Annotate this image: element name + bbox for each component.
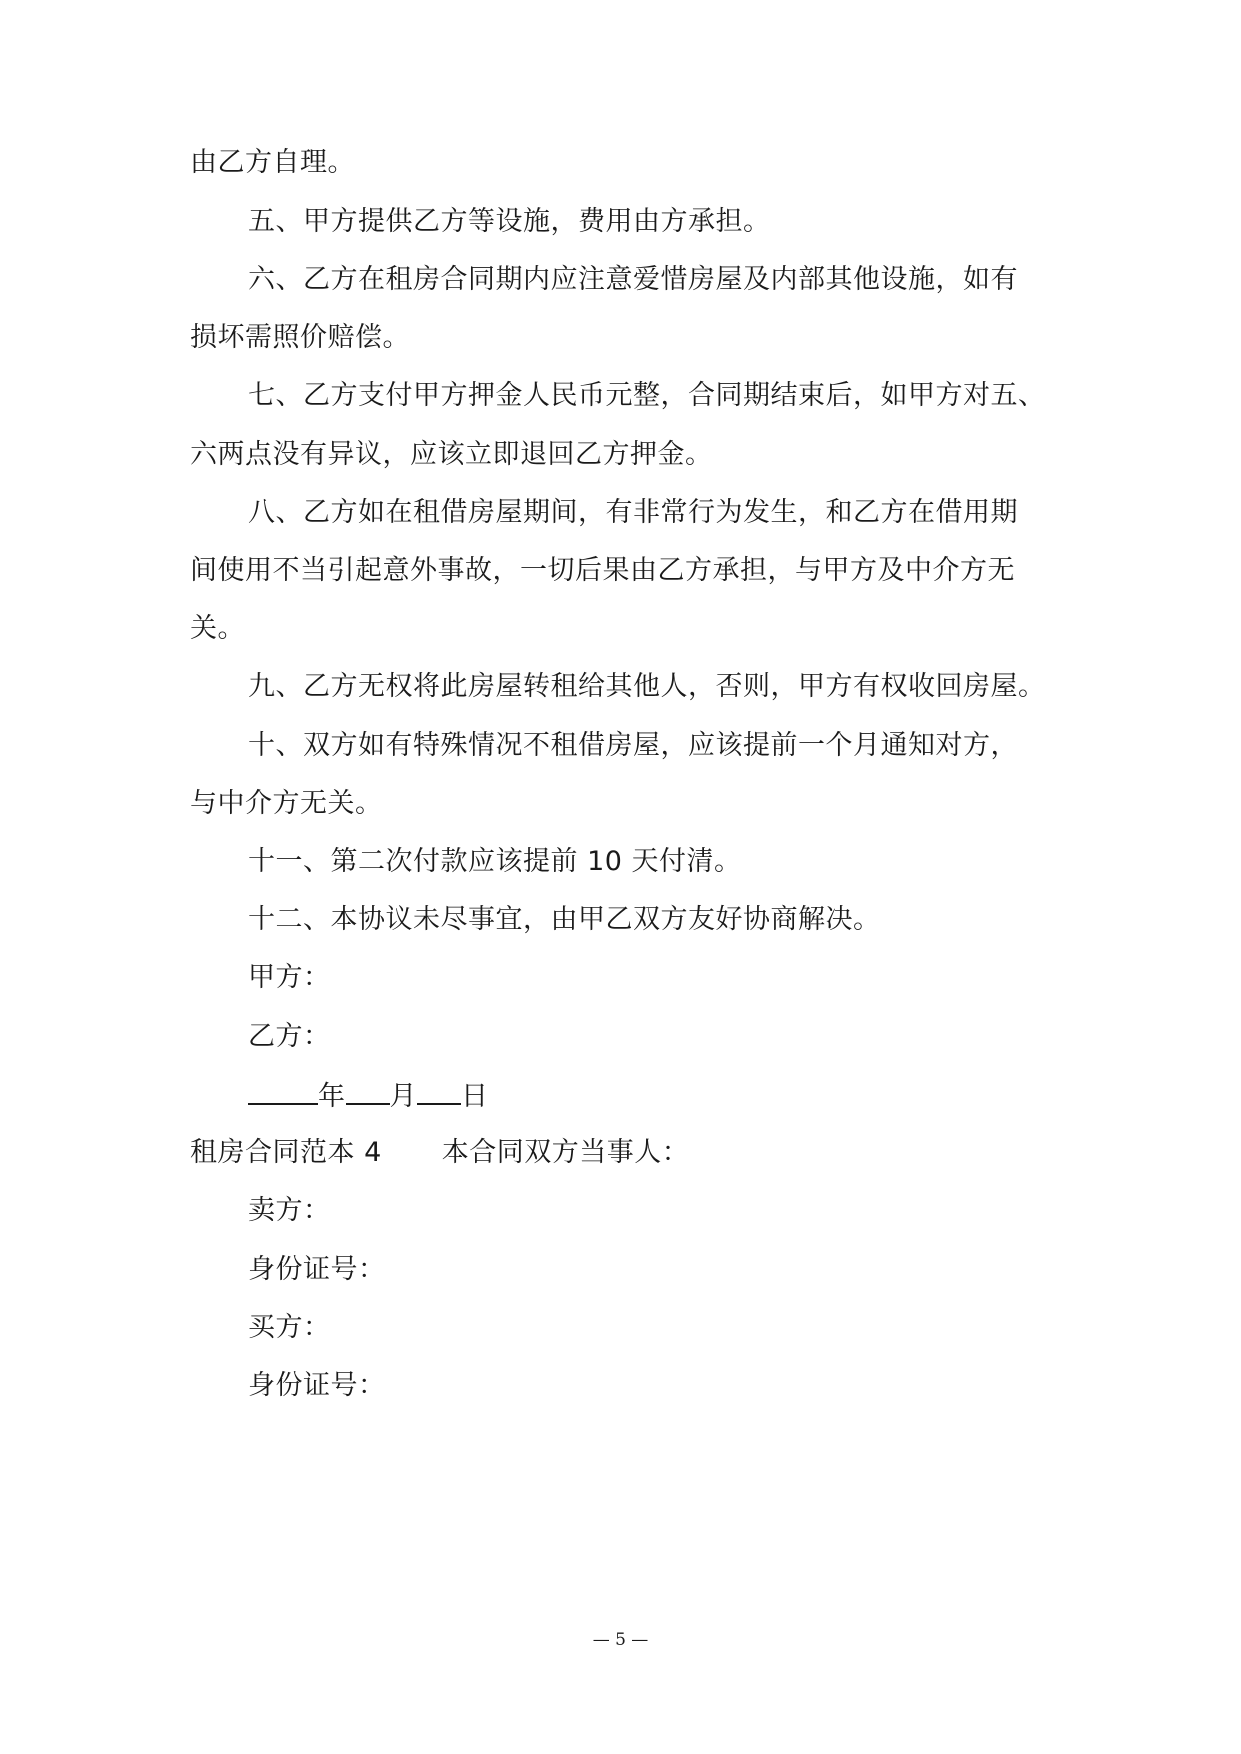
clause-10: 十、双方如有特殊情况不租借房屋，应该提前一个月通知对方， xyxy=(248,730,1018,761)
seller-id-label: 身份证号： xyxy=(248,1254,386,1285)
year-label: 年 xyxy=(318,1081,346,1112)
year-blank xyxy=(248,1077,318,1105)
day-label: 日 xyxy=(461,1081,489,1112)
clause-11: 十一、第二次付款应该提前 10 天付清。 xyxy=(248,846,742,877)
day-blank xyxy=(417,1077,461,1105)
contract-title: 租房合同范本 4 xyxy=(190,1137,382,1168)
clause-5: 五、甲方提供乙方等设施，费用由方承担。 xyxy=(248,206,771,237)
paragraph-line: 由乙方自理。 xyxy=(190,147,355,178)
paragraph-line: 关。 xyxy=(190,613,245,644)
month-blank xyxy=(346,1077,390,1105)
buyer-id-label: 身份证号： xyxy=(248,1370,386,1401)
date-line xyxy=(248,1077,489,1115)
buyer-label: 买方： xyxy=(248,1312,331,1343)
month-label: 月 xyxy=(389,1081,417,1112)
contract-intro: 本合同双方当事人： xyxy=(441,1137,690,1168)
clause-6: 六、乙方在租房合同期内应注意爱惜房屋及内部其他设施，如有 xyxy=(248,264,1018,295)
paragraph-line: 与中介方无关。 xyxy=(190,788,383,819)
party-a-signature-label: 甲方： xyxy=(248,962,331,993)
page-number: — 5 — xyxy=(592,1630,649,1650)
clause-9: 九、乙方无权将此房屋转租给其他人，否则，甲方有权收回房屋。 xyxy=(248,671,1046,702)
paragraph-line: 六两点没有异议，应该立即退回乙方押金。 xyxy=(190,439,713,470)
seller-label: 卖方： xyxy=(248,1195,331,1226)
paragraph-line: 损坏需照价赔偿。 xyxy=(190,322,410,353)
clause-12: 十二、本协议未尽事宜，由甲乙双方友好协商解决。 xyxy=(248,904,881,935)
paragraph-line: 间使用不当引起意外事故，一切后果由乙方承担，与甲方及中介方无 xyxy=(190,555,1015,586)
clause-7: 七、乙方支付甲方押金人民币元整，合同期结束后，如甲方对五、 xyxy=(248,380,1046,411)
clause-8: 八、乙方如在租借房屋期间，有非常行为发生，和乙方在借用期 xyxy=(248,497,1018,528)
next-contract-heading xyxy=(190,1135,689,1171)
party-b-signature-label: 乙方： xyxy=(248,1021,331,1052)
